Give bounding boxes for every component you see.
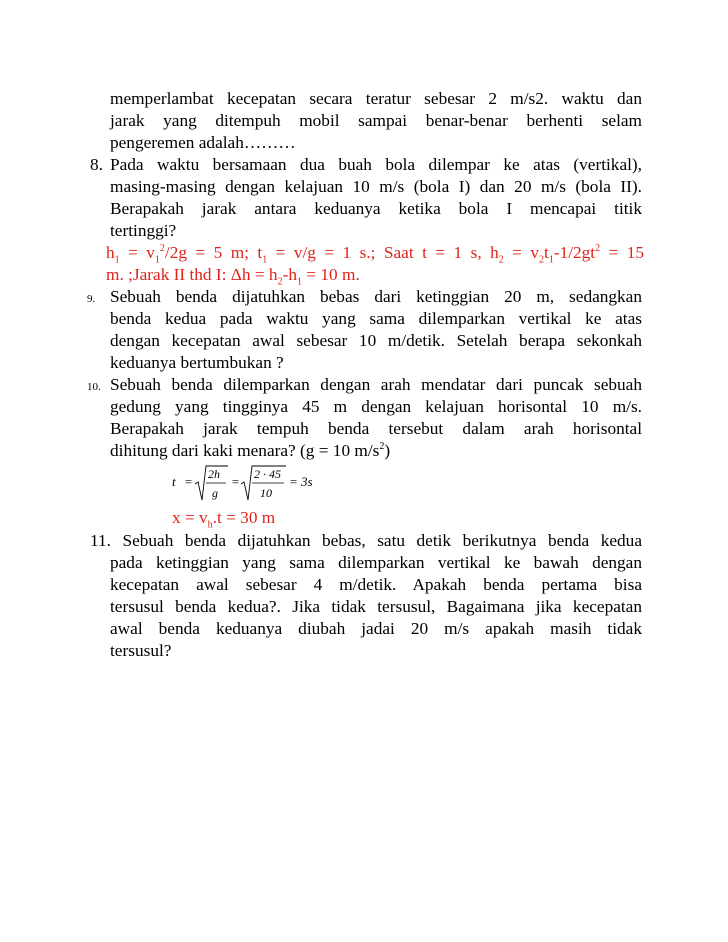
q9-line-3: dengan kecepatan awal sebesar 10 m/detik. Setelah berapa sekonkah xyxy=(110,331,642,350)
formula-eq2: = xyxy=(231,474,240,489)
q10-line-1: Sebuah benda dilemparkan dengan arah mendatar dari puncak sebuah xyxy=(110,375,642,394)
formula-result: = 3s xyxy=(289,474,313,489)
formula-num2: 2 · 45 xyxy=(254,467,281,481)
formula-eq1: = xyxy=(184,474,193,489)
q11-line-4: tersusul benda kedua?. Jika tidak tersusul, Bagaimana jika kecepatan xyxy=(110,597,642,616)
q8-answer-line-2: m. ;Jarak II thd I: $\Delta h = h_2-h_1 = 10$ m. xyxy=(106,265,360,288)
q8-line-2: masing-masing dengan kelajuan 10 m/s (bola I) dan 20 m/s (bola II). xyxy=(110,177,642,196)
intro-line-2: jarak yang ditempuh mobil sampai benar-benar berhenti selam xyxy=(110,111,642,130)
q9-line-2: benda kedua pada waktu yang sama dilemparkan vertikal ke atas xyxy=(110,309,642,328)
intro-line-1: memperlambat kecepatan secara teratur sebesar 2 m/s2. waktu dan xyxy=(110,89,642,108)
q10-line-3: Berapakah jarak tempuh benda tersebut dalam arah horisontal xyxy=(110,419,642,438)
intro-line-3: pengeremen adalah……… xyxy=(110,133,296,152)
q11-line-5: awal benda keduanya diubah jadai 20 m/s apakah masih tidak xyxy=(110,619,642,638)
q10-line-4: dihitung dari kaki menara? (g = 10 $m/s^2$) xyxy=(110,441,391,460)
q11-line-2: pada ketinggian yang sama dilemparkan vertikal ke bawah dengan xyxy=(110,553,642,572)
formula-den1: g xyxy=(212,486,218,500)
formula-t: t xyxy=(172,474,176,489)
q8-answer-line-1: $h_1 = v_1^2/2g = 5$ m; $t_1 = v/g = 1$ s.; Saat t = 1 s, $h_2 = v_2t_1-1/2gt^2 = 15$ xyxy=(106,243,645,266)
q9-line-1: Sebuah benda dijatuhkan bebas dari ketinggian 20 m, sedangkan xyxy=(110,287,642,306)
q11-line-6: tersusul? xyxy=(110,641,172,660)
q8-line-4: tertinggi? xyxy=(110,221,177,240)
formula-den2: 10 xyxy=(260,486,272,500)
q11-line-1: 11. Sebuah benda dijatuhkan bebas, satu detik berikutnya benda kedua xyxy=(90,531,642,550)
q11-line-3: kecepatan awal sebesar 4 m/detik. Apakah benda pertama bisa xyxy=(110,575,642,594)
q10-line-2: gedung yang tingginya 45 m dengan kelajuan horisontal 10 m/s. xyxy=(110,397,642,416)
q10-number: 10. xyxy=(87,381,101,393)
q10-formula xyxy=(168,462,328,506)
q9-number: 9. xyxy=(87,293,96,305)
q9-line-4: keduanya bertumbukan ? xyxy=(110,353,284,372)
q10-answer: $x = v_h.t = 30$ m xyxy=(172,508,276,531)
q8-number: 8. xyxy=(90,155,103,174)
q8-line-1: Pada waktu bersamaan dua buah bola dilempar ke atas (vertikal), xyxy=(110,155,642,174)
q8-line-3: Berapakah jarak antara keduanya ketika bola I mencapai titik xyxy=(110,199,642,218)
formula-num1: 2h xyxy=(208,467,220,481)
